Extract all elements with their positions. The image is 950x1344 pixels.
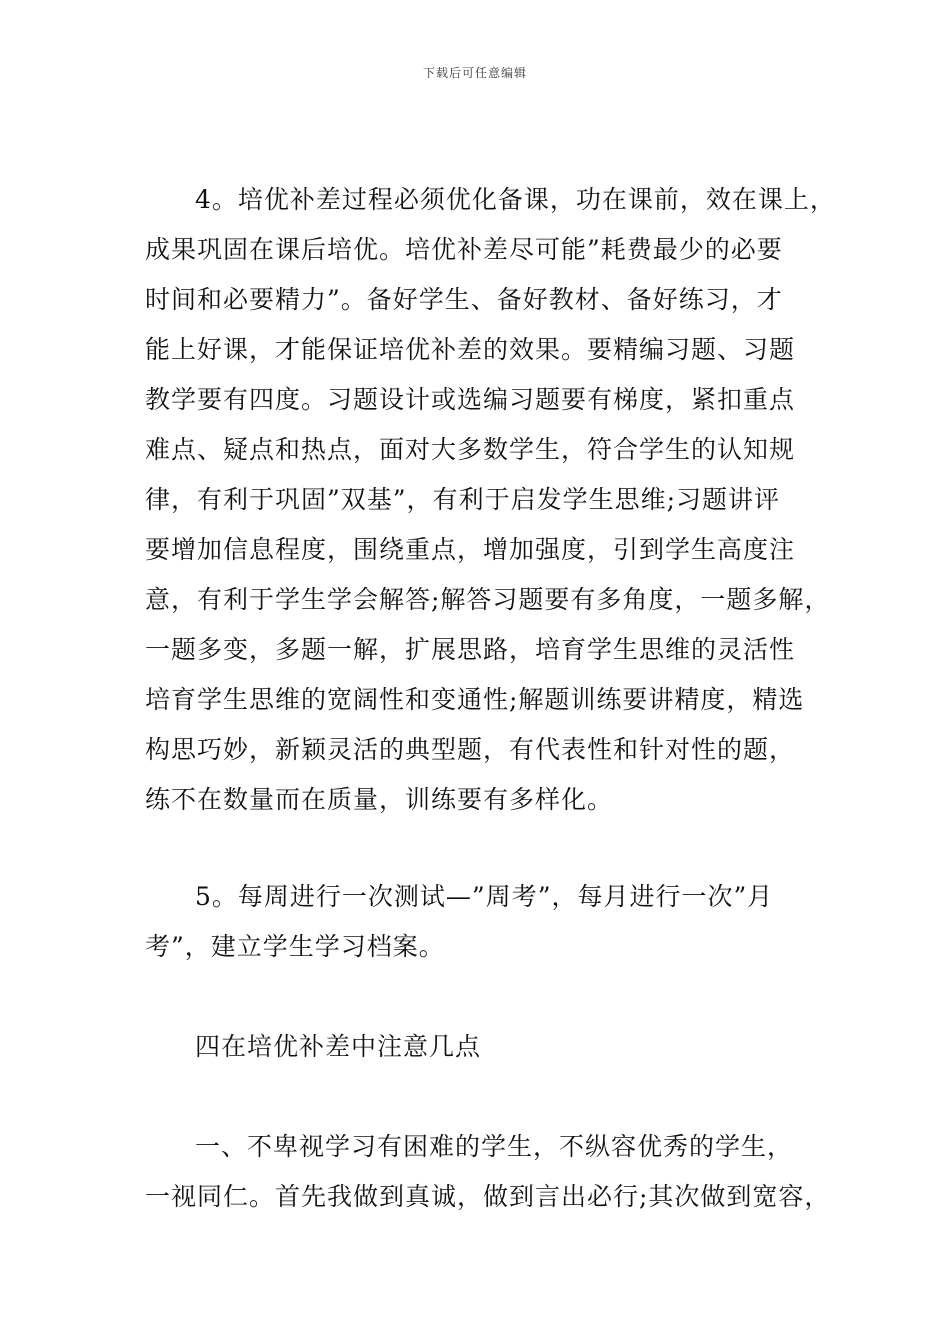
text-line: 难点、疑点和热点，面对大多数学生，符合学生的认知规 [145, 435, 796, 464]
text-line: 一题多变，多题一解，扩展思路，培育学生思维的灵活性 [145, 635, 796, 664]
text-line: 5。每周进行一次测试—”周考”，每月进行一次”月 [195, 882, 774, 911]
paragraph-point-one [145, 1122, 831, 1222]
text-line: 时间和必要精力”。备好学生、备好教材、备好练习，才 [145, 285, 783, 314]
page-header: 下载后可任意编辑 [422, 66, 527, 80]
text-line: 一、不卑视学习有困难的学生，不纵容优秀的学生， [195, 1132, 794, 1161]
text-line: 律，有利于巩固”双基”，有利于启发学生思维;习题讲评 [145, 485, 780, 514]
paragraph-5-weekly-tests [145, 872, 825, 972]
text-line: 要增加信息程度，围绕重点，增加强度，引到学生高度注 [145, 535, 796, 564]
section-heading: 四在培优补差中注意几点 [195, 1032, 482, 1061]
text-line: 考”，建立学生学习档案。 [145, 932, 445, 961]
text-line: 构思巧妙，新颖灵活的典型题，有代表性和针对性的题， [145, 735, 796, 764]
text-line: 4。培优补差过程必须优化备课，功在课前，效在课上， [195, 185, 836, 214]
text-line: 教学要有四度。习题设计或选编习题要有梯度，紧扣重点 [145, 385, 796, 414]
text-line: 一视同仁。首先我做到真诚，做到言出必行;其次做到宽容， [145, 1182, 831, 1211]
text-line: 意，有利于学生学会解答;解答习题要有多角度，一题多解， [145, 585, 831, 614]
text-line: 能上好课，才能保证培优补差的效果。要精编习题、习题 [145, 335, 796, 364]
paragraph-4-optimize-lesson-prep [145, 175, 836, 825]
text-line: 培育学生思维的宽阔性和变通性;解题训练要讲精度，精选 [145, 685, 805, 714]
section-heading-four [145, 1022, 825, 1072]
text-line: 成果巩固在课后培优。培优补差尽可能”耗费最少的必要 [145, 235, 783, 264]
text-line: 练不在数量而在质量，训练要有多样化。 [145, 785, 614, 814]
